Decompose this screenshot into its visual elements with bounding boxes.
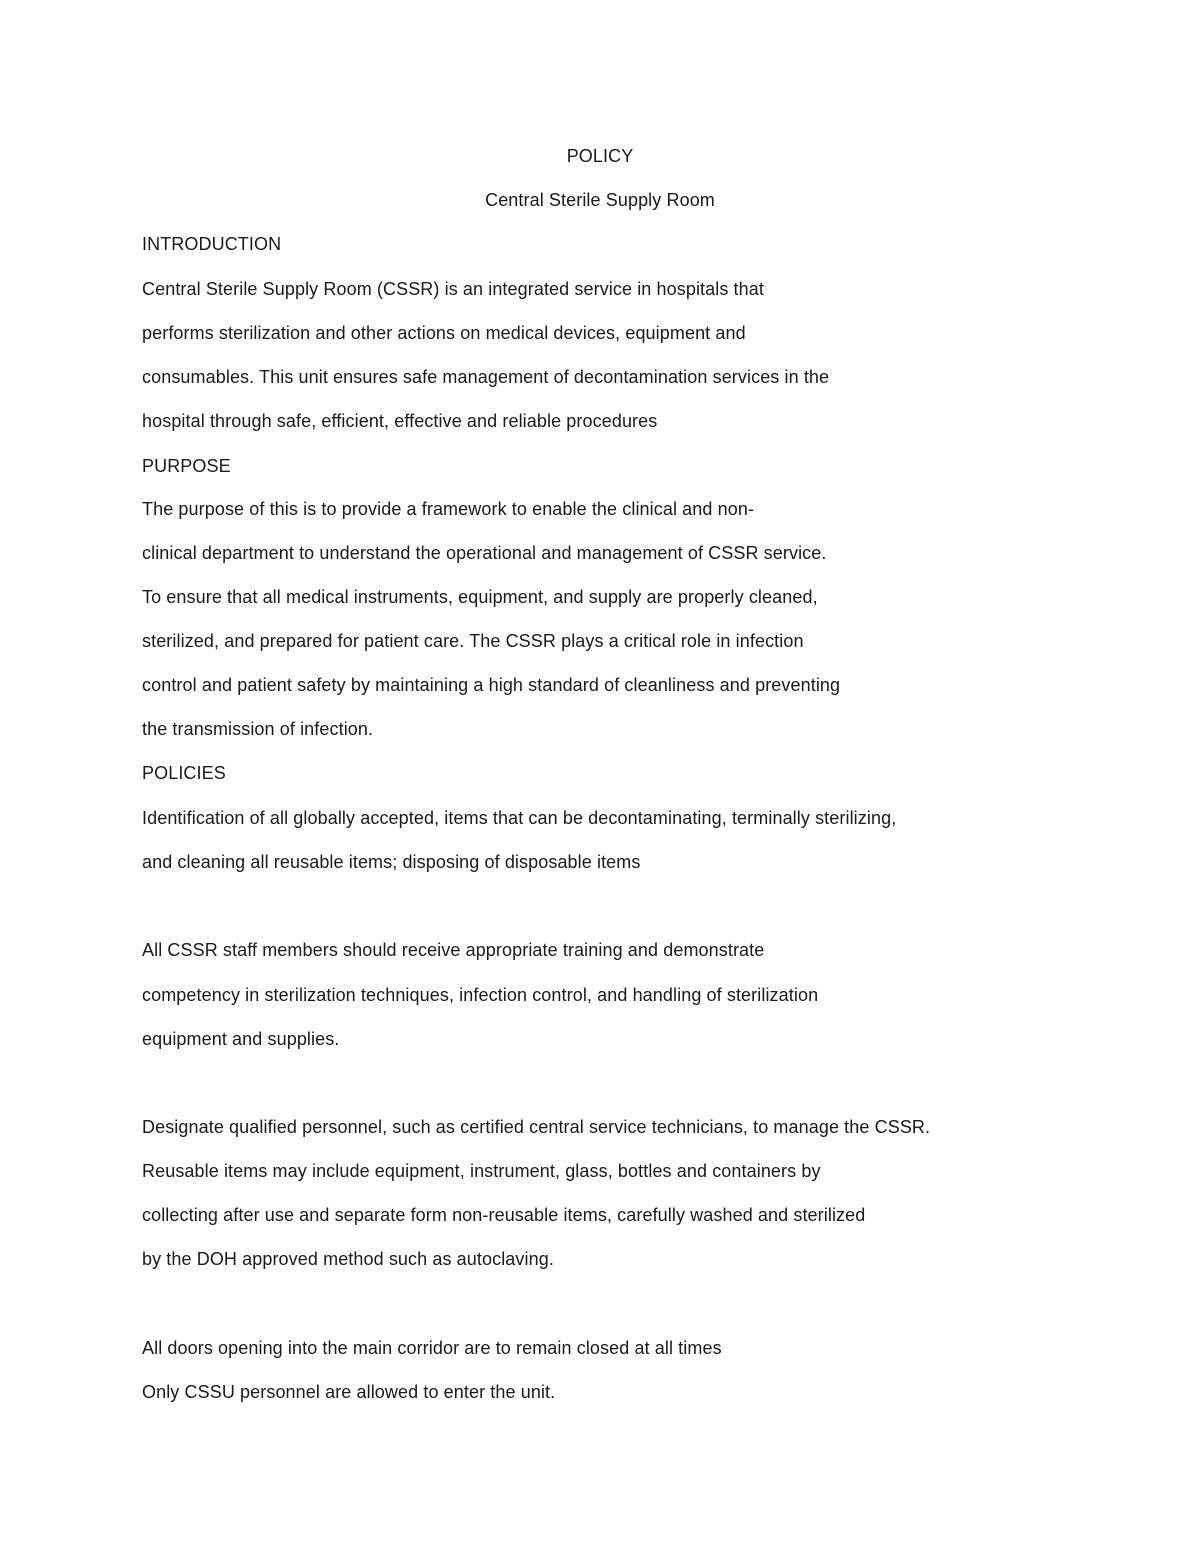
policy-line: equipment and supplies. [142,1029,340,1049]
introduction-line: performs sterilization and other actions on medical devices, equipment and [142,323,746,343]
purpose-line: the transmission of infection. [142,719,374,739]
policy-line: by the DOH approved method such as autoclaving. [142,1249,554,1269]
document-title: POLICY [566,146,634,166]
policy-line: collecting after use and separate form non-reusable items, carefully washed and sterilized [142,1205,866,1225]
document-subtitle: Central Sterile Supply Room [485,190,715,210]
policy-line: All CSSR staff members should receive appropriate training and demonstrate [142,940,765,960]
policy-line: competency in sterilization techniques, infection control, and handling of sterilization [142,985,819,1005]
policy-line: Only CSSU personnel are allowed to enter the unit. [142,1382,556,1402]
purpose-heading: PURPOSE [142,456,231,476]
introduction-line: consumables. This unit ensures safe management of decontamination services in the [142,367,830,387]
introduction-line: hospital through safe, efficient, effective and reliable procedures [142,411,658,431]
purpose-line: The purpose of this is to provide a framework to enable the clinical and non- [142,499,755,519]
purpose-line: sterilized, and prepared for patient care. The CSSR plays a critical role in infection [142,631,804,651]
purpose-line: To ensure that all medical instruments, equipment, and supply are properly cleaned, [142,587,818,607]
purpose-line: clinical department to understand the operational and management of CSSR service. [142,543,827,563]
policy-line: and cleaning all reusable items; disposing of disposable items [142,852,641,872]
policies-heading: POLICIES [142,763,226,783]
policy-line: All doors opening into the main corridor are to remain closed at all times [142,1338,722,1358]
policy-line: Designate qualified personnel, such as certified central service technicians, to manage the CSSR. [142,1117,931,1137]
policy-line: Reusable items may include equipment, instrument, glass, bottles and containers by [142,1161,821,1181]
introduction-heading: INTRODUCTION [142,234,282,254]
policy-line: Identification of all globally accepted, items that can be decontaminating, terminally sterilizing, [142,808,897,828]
purpose-line: control and patient safety by maintaining a high standard of cleanliness and preventing [142,675,841,695]
introduction-line: Central Sterile Supply Room (CSSR) is an integrated service in hospitals that [142,279,764,299]
